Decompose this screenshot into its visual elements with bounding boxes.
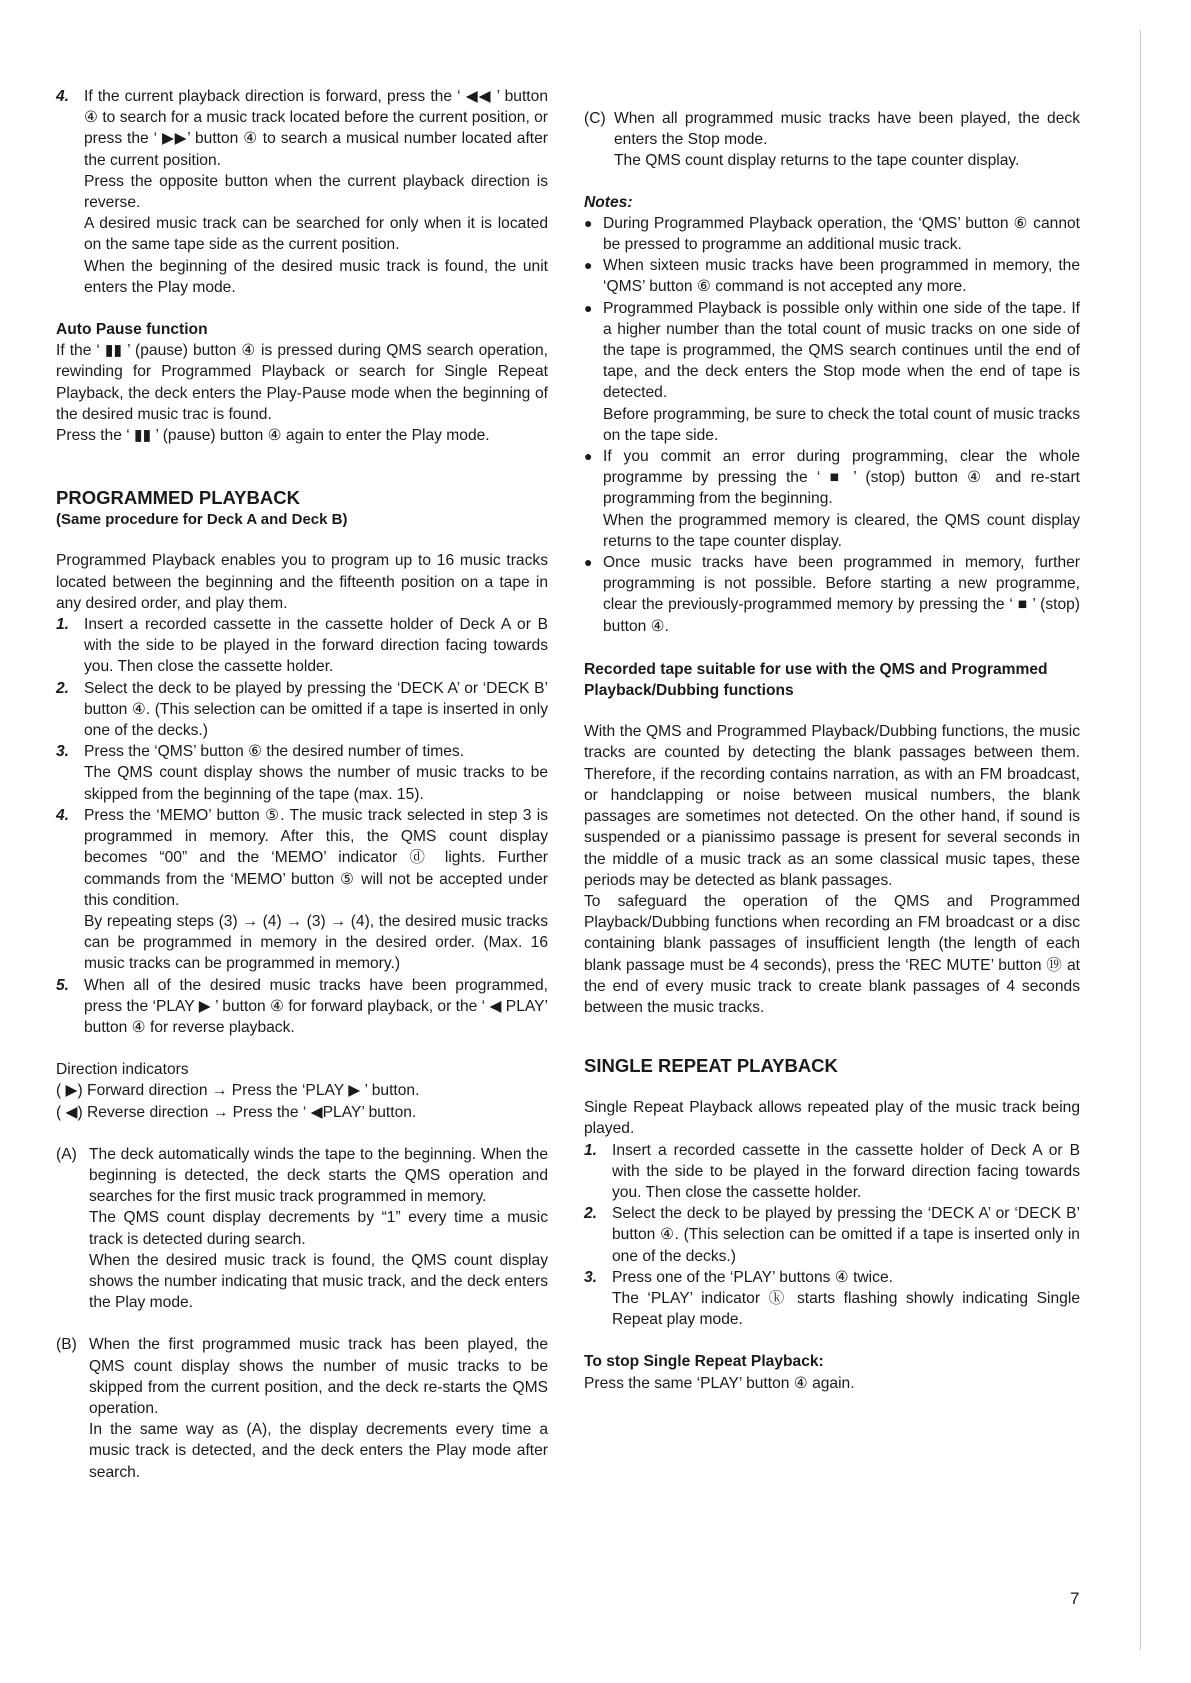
note-text: If you commit an error during programming, clear the whole programme by pressing the ‘ ■ ’ (stop) button ④ and re-start programming from the beginning. [603,448,1080,508]
bullet-icon: ● [584,448,593,465]
note-text: The QMS count display decrements by “1” every time a music track is detected during search. [89,1209,548,1248]
step-number: 5. [56,976,70,994]
note-c [584,108,1080,172]
note-text: When the first programmed music track has been played, the QMS count display shows the number of music tracks to be skipped from the current position, and the deck re-starts the QMS operation. [89,1336,548,1417]
step-text: The QMS count display shows the number of music tracks to be skipped from the beginning of the tape (max. 15). [84,764,548,803]
note-bullet [584,298,1080,446]
note-text: Once music tracks have been programmed in memory, further programming is not possible. Before starting a new programme, clear the previously-programmed memory by pressing the ‘ ■ ’ (stop) button ④. [603,554,1080,635]
programmed-intro: Programmed Playback enables you to program up to 16 music tracks located between the beginning and the fifteenth position on a tape in any desired order, and play them. [56,552,548,612]
step-number: 2. [56,679,70,697]
right-column [584,108,1080,1394]
single-repeat-intro: Single Repeat Playback allows repeated play of the music track being played. [584,1099,1080,1138]
single-repeat-heading: SINGLE REPEAT PLAYBACK [584,1055,838,1077]
step-text: The ‘PLAY’ indicator ⓚ starts flashing showly indicating Single Repeat play mode. [612,1289,1080,1329]
step-4-search [56,86,548,298]
bullet-icon: ● [584,257,593,274]
note-a [56,1144,548,1314]
note-text: Before programming, be sure to check the total count of music tracks on the tape side. [603,405,1080,444]
note-text: When the programmed memory is cleared, the QMS count display returns to the tape counter display. [603,511,1080,550]
direction-indicators-title: Direction indicators [56,1061,189,1079]
recorded-tape-paragraph: With the QMS and Programmed Playback/Dubbing functions, the music tracks are counted by detecting the blank passages between them. Therefore, if the recording contains narration, as with an FM broadcast, or handclapping or noise between musical numbers, the blank passages are sometimes not detected. On the other hand, if sound is suspended or a pianissimo passage is present for several seconds in the middle of a music track as an some classical music tapes, these periods may be detected as blank passages. [584,723,1080,889]
note-text: Programmed Playback is possible only within one side of the tape. If a higher number than the total count of music tracks on one side of the tape is programmed, the QMS search continues until the end of tape, and the deck enters the Stop mode when the end of tape is detected. [603,299,1080,402]
direction-forward: ( ▶) Forward direction → Press the ‘PLAY ▶ ’ button. [56,1082,420,1100]
bullet-icon: ● [584,214,593,231]
step-number: 3. [56,743,70,761]
note-bullet [584,552,1080,637]
stop-single-repeat-heading: To stop Single Repeat Playback: [584,1353,824,1371]
note-label: (B) [56,1336,77,1354]
programmed-playback-heading: PROGRAMMED PLAYBACK [56,487,300,509]
auto-pause-heading: Auto Pause function [56,321,208,339]
step-number: 1. [56,616,70,634]
step-text: Select the deck to be played by pressing the ‘DECK A’ or ‘DECK B’ button ④. (This selection can be omitted if a tape is inserted only in one of the decks.) [612,1205,1080,1265]
programmed-step [56,975,548,1039]
note-text: When all programmed music tracks have been played, the deck enters the Stop mode. [614,110,1080,149]
left-column [56,86,548,1483]
step-number: 4. [56,88,70,105]
auto-pause-paragraph: Press the ‘ ▮▮ ’ (pause) button ④ again to enter the Play mode. [56,427,490,445]
step-text: Select the deck to be played by pressing the ‘DECK A’ or ‘DECK B’ button ④. (This selection can be omitted if a tape is inserted in only one of the decks.) [84,679,548,740]
step-number: 4. [56,806,70,824]
stop-single-repeat-text: Press the same ‘PLAY’ button ④ again. [584,1374,855,1392]
step-number: 3. [584,1268,598,1286]
step-text: Press the ‘QMS’ button ⑥ the desired number of times. [84,743,465,761]
step-number: 2. [584,1205,598,1223]
auto-pause-paragraph: If the ‘ ▮▮ ’ (pause) button ④ is pressed during QMS search operation, rewinding for Programmed Playback or search for Single Repeat Playback, the deck enters the Play-Pause mode when the beginning of the desired music trac is found. [56,342,548,423]
step-text: Press the ‘MEMO’ button ⑤. The music track selected in step 3 is programmed in memory. After this, the QMS count display becomes “00” and the ‘MEMO’ indicator ⓓ lights. Further commands from the ‘MEMO’ button ⑤ will not be accepted under this condition. [84,806,548,909]
note-text: When the desired music track is found, the QMS count display shows the number indicating that music track, and the deck enters the Play mode. [89,1251,548,1312]
programmed-step [56,741,548,805]
note-text: The QMS count display returns to the tape counter display. [614,152,1020,170]
step-text: A desired music track can be searched for only when it is located on the same tape side as the current position. [84,215,548,254]
step-text: Press the opposite button when the current playback direction is reverse. [84,172,548,212]
page-number: 7 [1070,1589,1080,1608]
single-repeat-step [584,1140,1080,1204]
step-text: Insert a recorded cassette in the cassette holder of Deck A or B with the side to be played in the forward direction facing towards you. Then close the cassette holder. [84,616,548,676]
single-repeat-step [584,1267,1080,1331]
note-text: During Programmed Playback operation, the ‘QMS’ button ⑥ cannot be pressed to programme an additional music track. [603,214,1080,254]
recorded-tape-heading: Recorded tape suitable for use with the QMS and Programmed Playback/Dubbing functions [584,660,1048,700]
note-bullet [584,446,1080,552]
recorded-tape-paragraph: To safeguard the operation of the QMS and Programmed Playback/Dubbing functions when recording an FM broadcast or a disc containing blank passages of insufficient length (the length of each blank passage must be 4 seconds), press the ‘REC MUTE’ button ⑲ at the end of every music track to create blank passages of 4 seconds between the music tracks. [584,892,1080,1016]
note-bullet [584,213,1080,255]
note-b [56,1334,548,1482]
programmed-playback-subheading: (Same procedure for Deck A and Deck B) [56,511,348,529]
note-label: (C) [584,110,606,127]
programmed-step [56,614,548,678]
step-text: Insert a recorded cassette in the cassette holder of Deck A or B with the side to be played in the forward direction facing towards you. Then close the cassette holder. [612,1141,1080,1201]
scan-margin-line [1140,30,1141,1650]
notes-heading: Notes: [584,193,633,211]
programmed-step [56,678,548,742]
note-label: (A) [56,1145,77,1163]
note-text: When sixteen music tracks have been programmed in memory, the ‘QMS’ button ⑥ command is not accepted any more. [603,257,1080,296]
bullet-icon: ● [584,299,593,316]
note-text: The deck automatically winds the tape to the beginning. When the beginning is detected, the deck starts the QMS operation and searches for the first music track programmed in memory. [89,1145,548,1206]
step-text: Press one of the ‘PLAY’ buttons ④ twice. [612,1268,893,1286]
bullet-icon: ● [584,554,593,571]
step-number: 1. [584,1141,598,1159]
step-text: If the current playback direction is forward, press the ‘ ◀◀ ’ button ④ to search for a music track located before the current position, or press the ‘ ▶▶’ button ④ to search a musical number located after the current position. [84,88,548,169]
step-text: By repeating steps (3) → (4) → (3) → (4), the desired music tracks can be programmed in memory in the desired order. (Max. 16 music tracks can be programmed in memory.) [84,912,548,973]
direction-reverse: ( ◀) Reverse direction → Press the ‘ ◀PLAY’ button. [56,1103,417,1121]
single-repeat-step [584,1203,1080,1267]
note-text: In the same way as (A), the display decrements every time a music track is detected, and the deck enters the Play mode after search. [89,1421,548,1481]
step-text: When all of the desired music tracks have been programmed, press the ‘PLAY ▶ ’ button ④ for forward playback, or the ‘ ◀ PLAY’ button ④ for reverse playback. [84,976,548,1036]
programmed-step [56,805,548,975]
step-text: When the beginning of the desired music track is found, the unit enters the Play mode. [84,257,548,296]
note-bullet [584,255,1080,297]
